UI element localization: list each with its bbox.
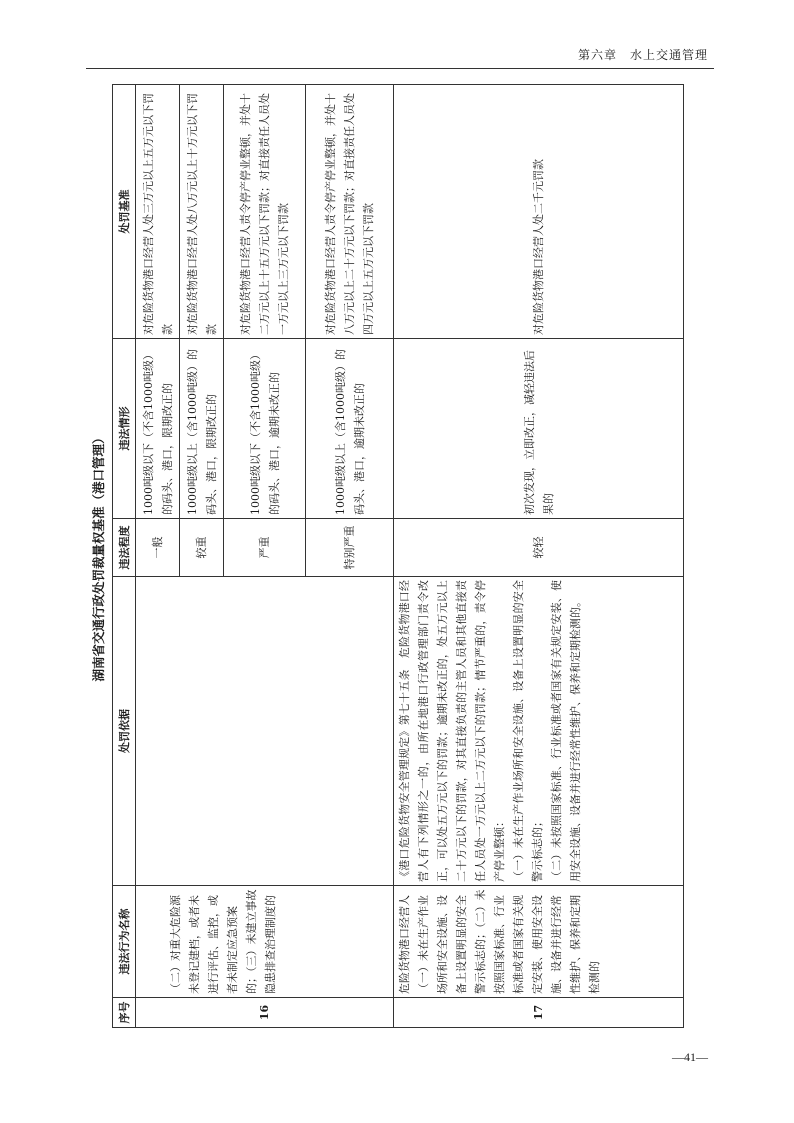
header-divider (86, 68, 714, 69)
standard-cell: 对危险货物港口经营人责令停产停业整顿，并处十二万元以上十五万元以下罚款；对直接责任人员处一万元以上三万元以下罚款 (224, 85, 306, 339)
row-behavior: （二）对重大危险源未登记建档，或者未进行评估、监控，或者未制定应急预案的；（三）未建立事故隐患排查治理制度的 (136, 886, 394, 998)
circumstance-cell: 初次发现，立即改正，减轻违法后果的 (394, 339, 684, 519)
table-header-row (113, 85, 136, 1028)
table-row (136, 85, 180, 1028)
degree-cell: 较轻 (394, 519, 684, 577)
row-seq: 17 (394, 998, 684, 1028)
circumstance-cell: 1000吨级以上（含1000吨级）的码头、港口，逾期未改正的 (306, 339, 394, 519)
standard-cell: 对危险货物港口经营人处三万元以上五万元以下罚款 (136, 85, 180, 339)
table-title: 湖南省交通行政处罚裁量权基准（港口管理） (91, 431, 106, 682)
row-basis-empty (136, 577, 394, 886)
row-basis (394, 577, 684, 886)
header-behavior: 违法行为名称 (113, 886, 136, 998)
table-row (394, 85, 684, 1028)
standard-cell: 对危险货物港口经营人责令停产停业整顿，并处十八万元以上二十万元以下罚款；对直接责任人员处四万元以上五万元以下罚款 (306, 85, 394, 339)
rotated-table-page (86, 85, 696, 1028)
penalty-standard-table (112, 84, 684, 1028)
header-standard: 处罚基准 (113, 85, 136, 339)
header-degree: 违法程度 (113, 519, 136, 577)
circumstance-cell: 1000吨级以上（含1000吨级）的码头、港口，限期改正的 (180, 339, 224, 519)
header-seq: 序号 (113, 998, 136, 1028)
degree-cell: 严重 (224, 519, 306, 577)
basis-paragraph: 《港口危险货物安全管理规定》第七十五条 危险货物港口经营人有下列情形之一的，由所在地港口行政管理部门责令改正，可以处五万元以下的罚款；逾期未改正的，处五万元以上二十万元以下的罚款，对其直接负责的主管人员和其他直接责任人员处一万元以上二万元以下的罚款；情节严重的，责令停产停业整顿： (398, 580, 506, 882)
degree-cell: 一般 (136, 519, 180, 577)
header-basis: 处罚依据 (113, 577, 136, 886)
chapter-header: 第六章 水上交通管理 (577, 48, 708, 62)
basis-paragraph: （一）未在生产作业场所和安全设施、设备上设置明显的安全警示标志的； (512, 580, 544, 882)
basis-paragraph: （二）未按照国家标准、行业标准或者国家有关规定安装、使用安全设施、设备并进行经常性维护、保养和定期检测的。 (550, 580, 582, 882)
circumstance-cell: 1000吨级以下（不含1000吨级）的码头、港口，逾期未改正的 (224, 339, 306, 519)
standard-cell: 对危险货物港口经营人处二千元罚款 (394, 85, 684, 339)
circumstance-cell: 1000吨级以下（不含1000吨级）的码头、港口，限期改正的 (136, 339, 180, 519)
degree-cell: 较重 (180, 519, 224, 577)
standard-cell: 对危险货物港口经营人处八万元以上十万元以下罚款 (180, 85, 224, 339)
page-number: —41— (672, 1050, 708, 1064)
header-circumstance: 违法情形 (113, 339, 136, 519)
row-behavior: 危险货物港口经营人（一）未在生产作业场所和安全设施、设备上设置明显的安全警示标志的；（二）未按照国家标准、行业标准或者国家有关规定安装、使用安全设施、设备并进行经常性维护、保养和定期检测的 (394, 886, 684, 998)
row-seq: 16 (136, 998, 394, 1028)
degree-cell: 特别严重 (306, 519, 394, 577)
